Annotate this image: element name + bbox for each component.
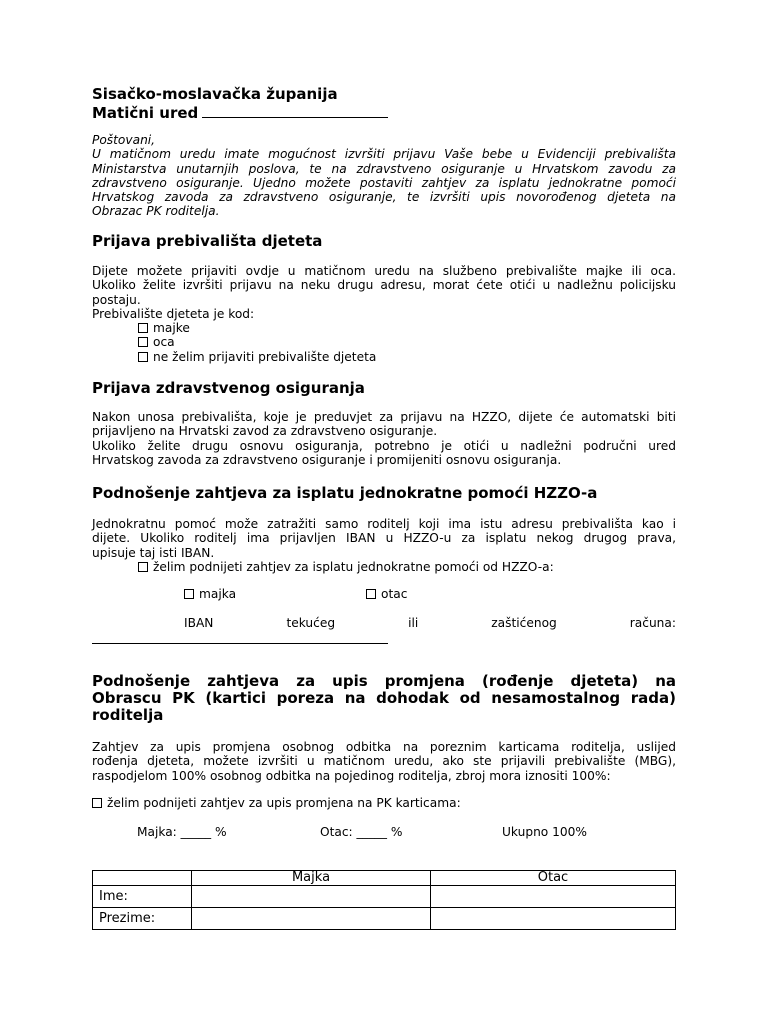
office-blank-line[interactable] [202, 103, 388, 118]
iban-word: računa: [629, 616, 676, 630]
option-label: želim podnijeti zahtjev za isplatu jednokratne pomoći od HZZO-a: [153, 559, 554, 574]
row-label: Prezime: [93, 908, 192, 930]
section-title-insurance: Prijava zdravstvenog osiguranja [92, 379, 365, 397]
option-label: želim podnijeti zahtjev za upis promjena na PK karticama: [107, 796, 461, 810]
checkbox[interactable] [138, 323, 148, 333]
payment-request-option[interactable] [92, 560, 676, 574]
residence-option-mother[interactable] [92, 321, 676, 335]
residence-option-father[interactable] [92, 335, 676, 349]
iban-word: IBAN [184, 616, 214, 630]
body-line: prijavljeno na Hrvatski zavod za zdravstveno osiguranje. [92, 424, 438, 439]
iban-word: zaštićenog [491, 616, 557, 630]
option-label: oca [153, 335, 175, 350]
checkbox[interactable] [138, 352, 148, 362]
residence-question: Prebivalište djeteta je kod: [92, 306, 255, 321]
body-line: dijete. Ukoliko roditelj ima prijavljen IBAN u HZZO-u za isplatu nekog drugog prava, [92, 531, 676, 546]
checkbox[interactable] [138, 337, 148, 347]
pk-father-share[interactable]: Otac: _____ % [320, 825, 403, 839]
title-line: Obrascu PK (kartici poreza na dohodak od nesamostalnog rada) [92, 689, 676, 707]
table-header-cell: Otac [431, 871, 676, 886]
payment-parent-mother[interactable] [184, 587, 236, 601]
title-line: Podnošenje zahtjeva za upis promjena (rođenje djeteta) na [92, 672, 676, 690]
body-line: rođenja djeteta, možete izvršiti u matičnom uredu, ako ste prijavili prebivalište (MBG), [92, 754, 676, 769]
intro-block [92, 133, 676, 219]
intro-line: zdravstveno osiguranje. Ujedno možete postaviti zahtjev za isplatu jednokratne pomoći [92, 175, 676, 190]
section-title-residence: Prijava prebivališta djeteta [92, 232, 323, 250]
checkbox[interactable] [92, 798, 102, 808]
intro-line: Obrazac PK roditelja. [92, 204, 220, 219]
body-line: Dijete možete prijaviti ovdje u matičnom uredu na službeno prebivalište majke ili oca. [92, 264, 676, 278]
section-body-insurance [92, 410, 676, 467]
table-header-cell: Majka [192, 871, 431, 886]
county-title: Sisačko-moslavačka županija [92, 85, 338, 103]
row-label: Ime: [93, 886, 192, 908]
title-line: roditelja [92, 706, 164, 724]
checkbox[interactable] [366, 589, 376, 599]
checkbox[interactable] [138, 562, 148, 572]
table-row [93, 886, 676, 908]
pk-request-option[interactable] [92, 796, 461, 810]
pk-total: Ukupno 100% [502, 825, 587, 839]
office-title [92, 103, 388, 122]
body-line: Jednokratnu pomoć može zatražiti samo roditelj koji ima istu adresu prebivališta kao i [92, 517, 676, 531]
section-title-pk [92, 673, 676, 724]
body-line: upisuje taj isti IBAN. [92, 545, 215, 560]
input-cell[interactable] [192, 886, 431, 908]
body-line: Ukoliko želite izvršiti prijavu na neku drugu adresu, morat ćete otići u nadležnu policijsku [92, 278, 676, 293]
section-body-pk [92, 740, 676, 783]
table-header-cell [93, 871, 192, 886]
body-line: postaju. [92, 292, 141, 307]
intro-line: U matičnom uredu imate mogućnost izvršiti prijavu Vaše bebe u Evidenciji prebivališta [92, 147, 676, 162]
pk-mother-share[interactable]: Majka: _____ % [137, 825, 227, 839]
table-row [93, 908, 676, 930]
residence-option-none[interactable] [92, 350, 676, 364]
body-line: raspodjelom 100% osobnog odbitka na pojedinog roditelja, zbroj mora iznositi 100%: [92, 768, 611, 783]
input-cell[interactable] [431, 886, 676, 908]
option-label: majke [153, 321, 190, 336]
body-line: Hrvatskog zavoda za zdravstveno osiguranje i promijeniti osnovu osiguranja. [92, 452, 562, 467]
body-line: Zahtjev za upis promjena osobnog odbitka na poreznim karticama roditelja, uslijed [92, 740, 676, 754]
iban-row [184, 616, 676, 630]
section-body-payment [92, 517, 676, 574]
option-label: majka [199, 587, 237, 601]
intro-greeting: Poštovani, [92, 133, 156, 147]
input-cell[interactable] [431, 908, 676, 930]
intro-line: Hrvatskog zavoda za zdravstveno osiguranje, te izvršiti upis novorođenog djeteta na [92, 190, 676, 205]
option-label: otac [381, 587, 408, 601]
office-label: Matični ured [92, 104, 199, 122]
checkbox[interactable] [184, 589, 194, 599]
iban-blank-line[interactable] [92, 643, 388, 644]
table-header-row [93, 871, 676, 886]
iban-word: ili [408, 616, 419, 630]
input-cell[interactable] [192, 908, 431, 930]
intro-line: Ministarstva unutarnjih poslova, te na zdravstveno osiguranje u Hrvatskom zavodu za [92, 161, 676, 176]
option-label: ne želim prijaviti prebivalište djeteta [153, 349, 377, 364]
body-line: Nakon unosa prebivališta, koje je preduvjet za prijavu na HZZO, dijete će automatski biti [92, 410, 676, 424]
body-line: Ukoliko želite drugu osnovu osiguranja, potrebno je otići u nadležni područni ured [92, 438, 676, 453]
payment-parent-father[interactable] [366, 587, 407, 601]
parents-table [92, 870, 676, 930]
section-title-payment: Podnošenje zahtjeva za isplatu jednokratne pomoći HZZO-a [92, 484, 598, 502]
iban-word: tekućeg [286, 616, 336, 630]
section-body-residence [92, 264, 676, 364]
